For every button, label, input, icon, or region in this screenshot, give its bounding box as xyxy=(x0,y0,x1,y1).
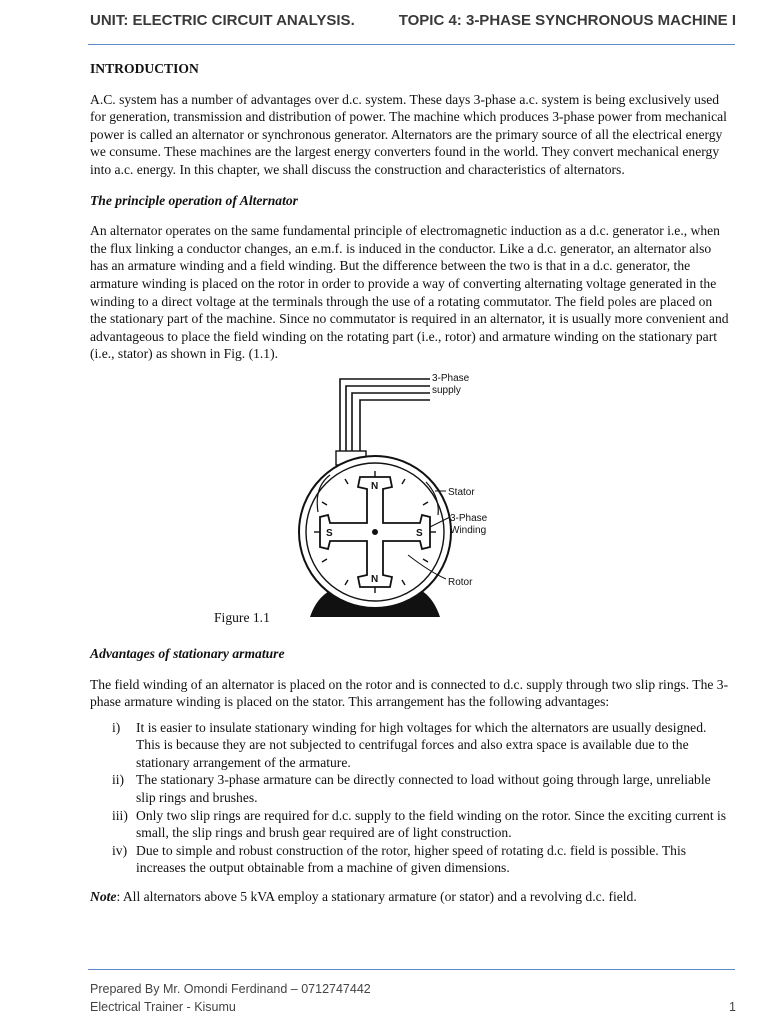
page-footer xyxy=(90,980,736,1016)
page-number: 1 xyxy=(729,1000,736,1014)
document-body xyxy=(90,60,732,906)
list-item-number: i) xyxy=(112,719,121,735)
supply-label-line2: supply xyxy=(432,384,461,396)
stator-label: Stator xyxy=(448,486,475,498)
intro-paragraph: A.C. system has a number of advantages over d.c. system. These days 3-phase a.c. system is being exclusively used for generation, transmission and distribution of power. The machine which produces 3-phase power from mechanical power is called an alternator or synchronous generator. Alternators are the primary source of all the electrical energy we consume. These machines are the largest energy converters found in the world. They convert mechanical energy into a.c. energy. In this chapter, we shall discuss the construction and characteristics of alternators. xyxy=(90,91,727,177)
list-item xyxy=(90,807,732,842)
rotor-label: Rotor xyxy=(448,576,473,588)
list-item-text: The stationary 3-phase armature can be directly connected to load without going through large, unreliable slip rings and brushes. xyxy=(136,772,711,806)
topic-title: TOPIC 4: 3-PHASE SYNCHRONOUS MACHINE I xyxy=(398,12,736,29)
pole-n-top: N xyxy=(371,480,379,492)
footer-divider xyxy=(88,969,735,970)
intro-heading: INTRODUCTION xyxy=(90,61,199,76)
winding-label-line1: 3-Phase xyxy=(450,512,488,524)
list-item xyxy=(90,719,732,772)
note-text: : All alternators above 5 kVA employ a stationary armature (or stator) and a revolving d.c. field. xyxy=(116,889,637,905)
principle-heading: The principle operation of Alternator xyxy=(90,192,298,208)
advantages-heading: Advantages of stationary armature xyxy=(90,645,285,661)
alternator-diagram xyxy=(280,367,500,629)
list-item xyxy=(90,771,732,806)
list-item-number: iv) xyxy=(112,842,128,858)
figure-caption: Figure 1.1 xyxy=(214,609,270,625)
footer-author: Prepared By Mr. Omondi Ferdinand – 0712747442 xyxy=(90,982,371,996)
note-label: Note xyxy=(90,889,117,905)
list-item-number: iii) xyxy=(112,807,128,823)
list-item-text: Only two slip rings are required for d.c. supply to the field winding on the rotor. Since the exciting current is small, the slip rings and brush gear required are of light construction. xyxy=(136,807,727,841)
winding-label-line2: Winding xyxy=(450,524,487,536)
footer-role: Electrical Trainer - Kisumu xyxy=(90,1000,236,1014)
advantages-list xyxy=(90,719,732,877)
pole-n-bottom: N xyxy=(371,573,379,585)
page-header xyxy=(90,12,736,29)
list-item-text: Due to simple and robust construction of the rotor, higher speed of rotating d.c. field is possible. This increases the output obtainable from a machine of given dimensions. xyxy=(136,842,687,876)
header-divider xyxy=(88,44,735,45)
list-item xyxy=(90,842,732,877)
unit-title: UNIT: ELECTRIC CIRCUIT ANALYSIS. xyxy=(90,12,355,29)
pole-s-right: S xyxy=(416,527,423,539)
advantages-intro: The field winding of an alternator is placed on the rotor and is connected to d.c. supply through two slip rings. The 3-phase armature winding is placed on the stator. This arrangement has the following advantages: xyxy=(90,676,729,710)
note-paragraph xyxy=(90,888,732,906)
list-item-number: ii) xyxy=(112,772,125,788)
alternator-figure xyxy=(90,367,732,632)
pole-s-left: S xyxy=(326,527,333,539)
list-item-text: It is easier to insulate stationary winding for high voltages for which the alternators are usually designed. This is because they are not subjected to centrifugal forces and also extra space is available due to the stationary arrangement of the armature. xyxy=(136,719,707,770)
supply-label-line1: 3-Phase xyxy=(432,372,470,384)
principle-paragraph: An alternator operates on the same fundamental principle of electromagnetic induction as a d.c. generator i.e., when the flux linking a conductor changes, an e.m.f. is induced in the conductor. Like a d.c. generator, an alternator also has an armature winding and a field winding. But the difference between the two is that in a d.c. generator, the armature winding is placed on the rotor in order to provide a way of converting alternating voltage generated in the winding to a direct voltage at the terminals through the use of a rotating commutator. The field poles are placed on the stationary part of the machine. Since no commutator is required in an alternator, it is usually more convenient and advantageous to place the field winding on the rotating part (i.e., rotor) and armature winding on the stationary part (i.e., stator) as shown in Fig. (1.1). xyxy=(90,223,729,362)
